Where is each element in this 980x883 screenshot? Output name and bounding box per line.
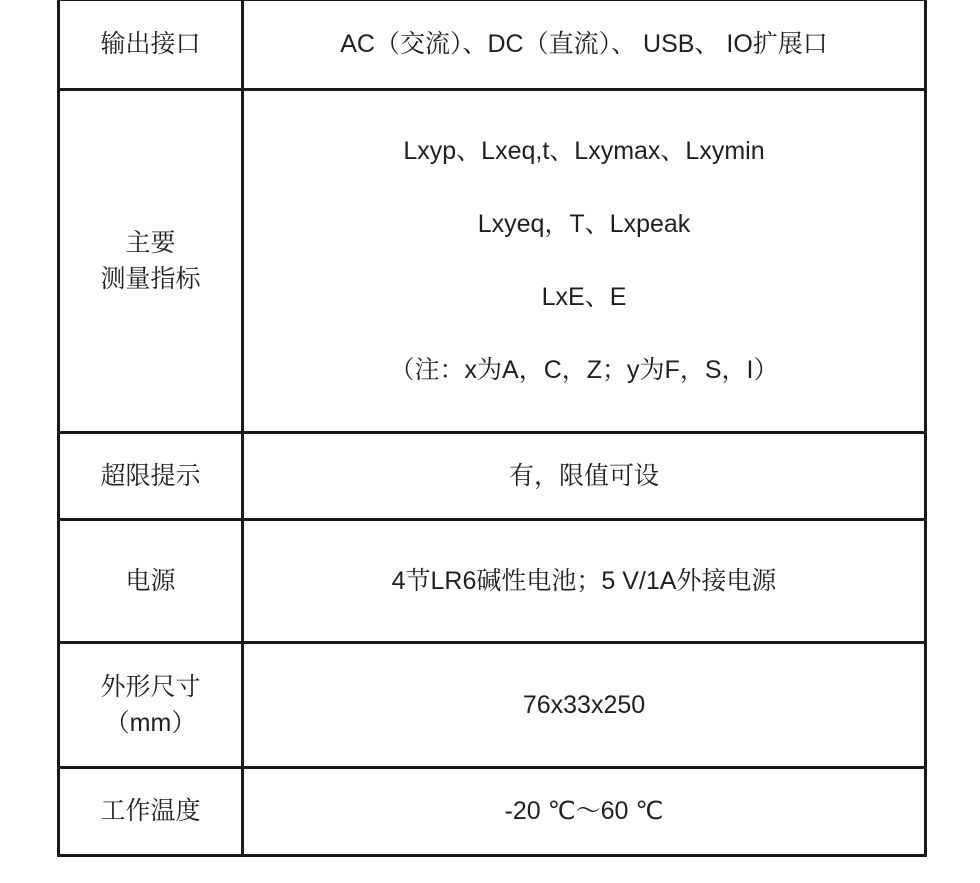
row-label: 电源 [125, 566, 176, 595]
row-value-cell [243, 0, 926, 90]
row-value: LxE、E [541, 283, 627, 311]
table-row [59, 0, 926, 90]
row-label-cell [59, 768, 243, 856]
row-label: （mm） [104, 709, 197, 737]
row-label: 主要 [125, 228, 176, 257]
row-label-cell [59, 433, 243, 520]
row-value: Lxyp、Lxeq,t、Lxymax、Lxymin [403, 137, 765, 165]
row-label: 超限提示 [100, 461, 201, 490]
row-value: 4节LR6碱性电池；5 V/1A外接电源 [391, 566, 777, 595]
table-row [59, 433, 926, 520]
row-value: 有，限值可设 [508, 461, 659, 490]
row-label: 输出接口 [100, 30, 201, 59]
row-value-cell [243, 520, 926, 643]
row-label: 工作温度 [100, 797, 201, 826]
table-row [59, 643, 926, 768]
row-label-cell [59, 90, 243, 433]
row-label: 外形尺寸 [100, 672, 201, 701]
row-value: （注：x为A，C，Z；y为F，S，I） [389, 356, 779, 384]
row-value: 76x33x250 [522, 690, 646, 719]
row-label-cell [59, 643, 243, 768]
row-label: 测量指标 [100, 265, 201, 293]
spec-table [57, 0, 927, 857]
row-value-cell [243, 90, 926, 433]
row-value: Lxyeq，T、Lxpeak [477, 210, 691, 238]
row-label-cell [59, 520, 243, 643]
row-value-cell [243, 433, 926, 520]
table-row [59, 90, 926, 433]
row-value: -20 ℃～60 ℃ [504, 797, 664, 826]
row-label-cell [59, 0, 243, 90]
table-row [59, 768, 926, 856]
row-value-cell [243, 643, 926, 768]
row-value-cell [243, 768, 926, 856]
table-row [59, 520, 926, 643]
row-value: AC（交流）、DC（直流）、 USB、 IO扩展口 [340, 30, 828, 59]
